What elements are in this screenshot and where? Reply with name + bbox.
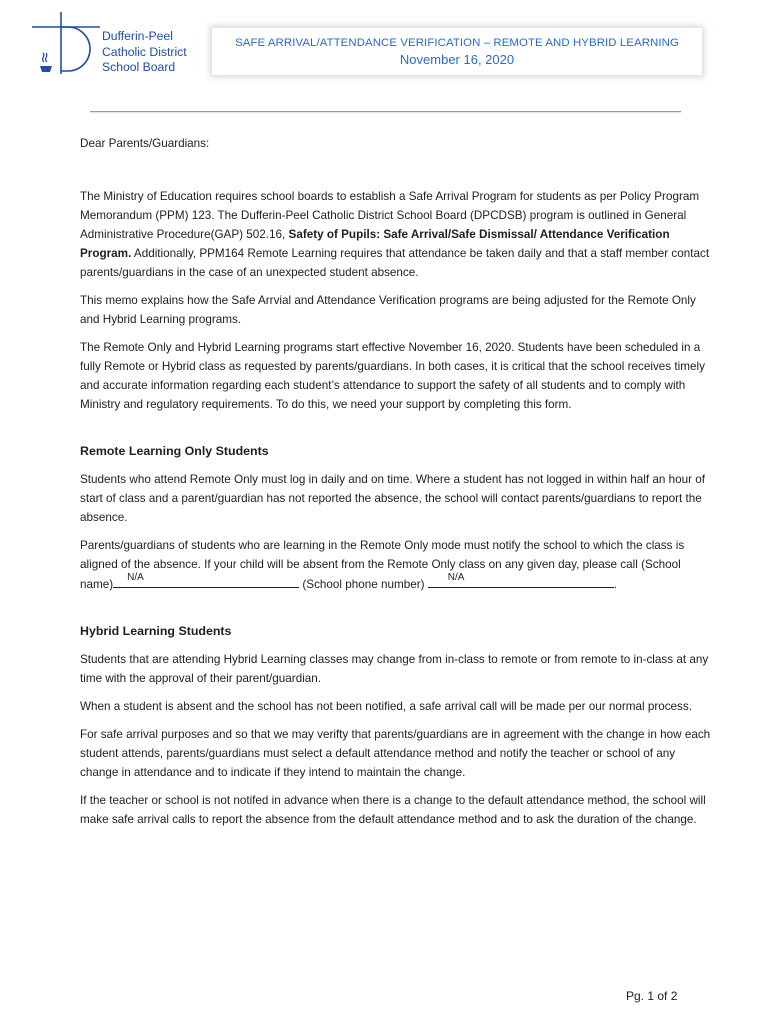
board-logo	[32, 12, 212, 82]
memo-purpose-paragraph: This memo explains how the Safe Arrvial and Attendance Verification programs are being adjusted for the Remote Only and Hybrid Learning programs.	[80, 294, 696, 326]
board-emblem-icon	[32, 12, 102, 82]
hybrid-default-method-paragraph: For safe arrival purposes and so that we may verifty that parents/guardians are in agreement with the change in how each student attends, parents/guardians must select a default attendance method and notify the teacher or school of any change in attendance and to indicate if they intend to maintain the change.	[80, 728, 711, 779]
letter-body	[80, 134, 712, 838]
school-phone-field[interactable]	[428, 574, 614, 588]
header-divider	[90, 111, 681, 112]
page-number: Pg. 1 of 2	[626, 989, 678, 1003]
remote-login-paragraph: Students who attend Remote Only must log in daily and on time. Where a student has not logged in within half an hour of start of class and a parent/guardian has not reported the absence, the school will contact parents/guardians to report the absence.	[80, 473, 706, 524]
school-phone-value: N/A	[447, 572, 465, 583]
greeting: Dear Parents/Guardians:	[80, 137, 210, 150]
intro-program-name: Safety of Pupils: Safe Arrival/Safe Dismissal/ Attendance Verification Program.	[80, 228, 670, 260]
document-title: SAFE ARRIVAL/ATTENDANCE VERIFICATION – REMOTE AND HYBRID LEARNING	[235, 37, 679, 49]
hybrid-absent-paragraph: When a student is absent and the school has not been notified, a safe arrival call will be made per our normal process.	[80, 700, 692, 713]
hybrid-section-heading: Hybrid Learning Students	[80, 624, 232, 638]
school-name-field[interactable]	[113, 574, 299, 588]
remote-notify-text: Parents/guardians of students who are learning in the Remote Only mode must notify the school to which the class is aligned of the absence. If your child will be absent from the Remote Only class on any given day, please call	[80, 539, 685, 571]
intro-paragraph	[80, 187, 712, 282]
hybrid-notification-paragraph: If the teacher or school is not notifed in advance when there is a change to the default attendance method, the school will make safe arrival calls to report the absence from the default attendance method and to ask the duration of the change.	[80, 794, 706, 826]
remote-notify-paragraph	[80, 536, 712, 594]
document-title-box	[212, 28, 702, 75]
school-phone-label: (School phone number)	[299, 578, 428, 591]
document-date: November 16, 2020	[399, 52, 515, 67]
board-name-line-3: School Board	[102, 60, 176, 74]
hybrid-change-paragraph: Students that are attending Hybrid Learning classes may change from in-class to remote or from remote to in-class at any time with the approval of their parent/guardian.	[80, 653, 709, 685]
program-start-paragraph: The Remote Only and Hybrid Learning programs start effective November 16, 2020. Students have been scheduled in a fully Remote or Hybrid class as requested by parents/guardians. In both cases, it is critical that the school receives timely and accurate information regarding each student’s attendance to support the safety of all students and to comply with Ministry and regulatory requirements. To do this, we need your support by completing this form.	[80, 341, 705, 411]
board-name-line-1: Dufferin-Peel	[102, 29, 173, 43]
intro-text-a: The Ministry of Education requires school boards to establish a Safe Arrival Program for students as per Policy Program Memorandum (PPM) 123. The Dufferin-Peel Catholic District School Board (DPCDSB) program is outlined in General Administrative Procedure(GAP) 502.16,	[80, 190, 700, 241]
remote-section-heading: Remote Learning Only Students	[80, 444, 269, 458]
sentence-end: .	[613, 578, 618, 591]
intro-text-b: Additionally, PPM164 Remote Learning requires that attendance be taken daily and that a staff member contact parents/guardians in the case of an unexpected student absence.	[80, 247, 710, 279]
school-name-label: (School name)	[80, 558, 681, 591]
school-name-value: N/A	[127, 572, 144, 583]
board-name-line-2: Catholic District	[102, 44, 187, 59]
board-name	[102, 29, 187, 76]
